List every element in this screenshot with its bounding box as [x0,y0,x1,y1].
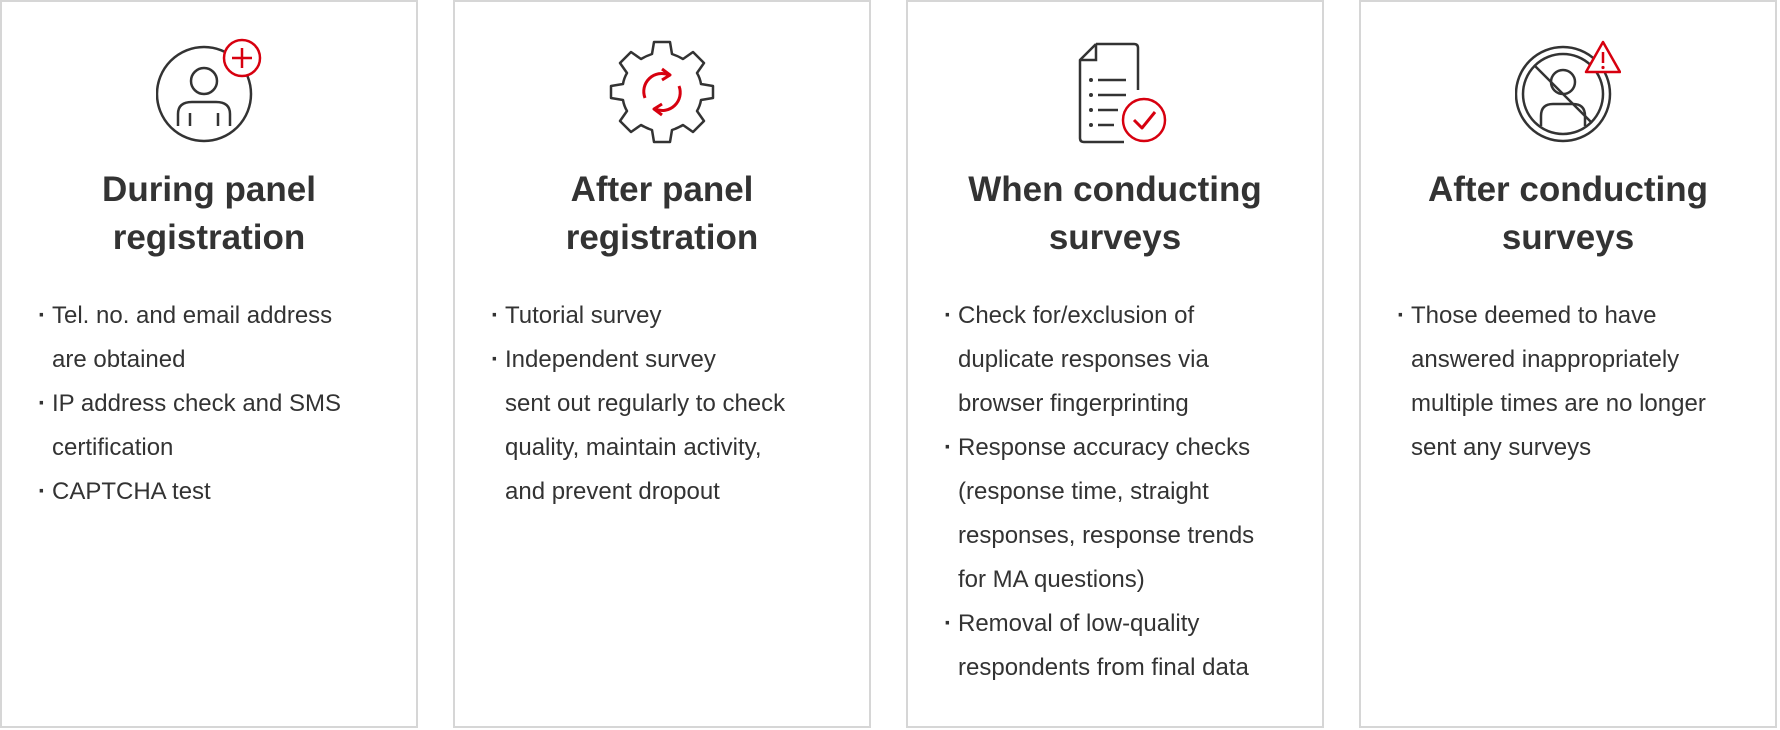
list-item [946,294,1304,426]
user-blocked-warning-icon [1361,38,1775,144]
list-item [493,338,851,514]
item-line: multiple times are no longer [1411,390,1706,417]
item-line: respondents from final data [958,654,1249,681]
item-line: (response time, straight [958,478,1209,505]
item-line: · Independent survey [505,346,716,373]
list-item [40,470,398,514]
item-line: are obtained [52,346,186,373]
item-line: answered inappropriately [1411,346,1680,373]
title-line: After panel [570,170,754,209]
item-line: · Removal of low-quality [958,610,1200,637]
item-line: · Those deemed to have [1411,302,1657,329]
list-item [40,294,398,382]
title-line: surveys [1048,218,1182,257]
item-line: · CAPTCHA test [52,478,211,505]
card-title [12,166,406,262]
item-line: sent out regularly to check [505,390,786,417]
card-after-conducting-surveys [1359,0,1777,728]
user-add-icon [2,38,416,144]
item-line: browser fingerprinting [958,390,1189,417]
item-line: · Response accuracy checks [958,434,1251,461]
card-title [1371,166,1765,262]
item-line: quality, maintain activity, [505,434,762,461]
gear-refresh-icon [455,38,869,144]
title-line: After conducting [1428,170,1708,209]
list-item [946,602,1304,690]
list-item [40,382,398,470]
title-line: registration [112,218,306,257]
list-item [946,426,1304,602]
item-line: responses, response trends [958,522,1255,549]
item-line: · Tel. no. and email address [52,302,333,329]
bullet-list [40,294,398,514]
card-when-conducting-surveys [906,0,1324,728]
item-line: for MA questions) [958,566,1145,593]
list-item [1399,294,1757,470]
card-after-panel-registration [453,0,871,728]
card-during-panel-registration [0,0,418,728]
list-item [493,294,851,338]
title-line: During panel [102,170,316,209]
checklist-check-icon [908,38,1322,144]
card-title [465,166,859,262]
item-line: · Tutorial survey [505,302,662,329]
title-line: surveys [1501,218,1635,257]
item-line: sent any surveys [1411,434,1592,461]
bullet-list [493,294,851,514]
bullet-list [946,294,1304,690]
item-line: · Check for/exclusion of [958,302,1195,329]
card-title [918,166,1312,262]
item-line: certification [52,434,174,461]
title-line: When conducting [968,170,1262,209]
item-line: · IP address check and SMS [52,390,342,417]
title-line: registration [565,218,759,257]
item-line: and prevent dropout [505,478,720,505]
item-line: duplicate responses via [958,346,1209,373]
bullet-list [1399,294,1757,470]
